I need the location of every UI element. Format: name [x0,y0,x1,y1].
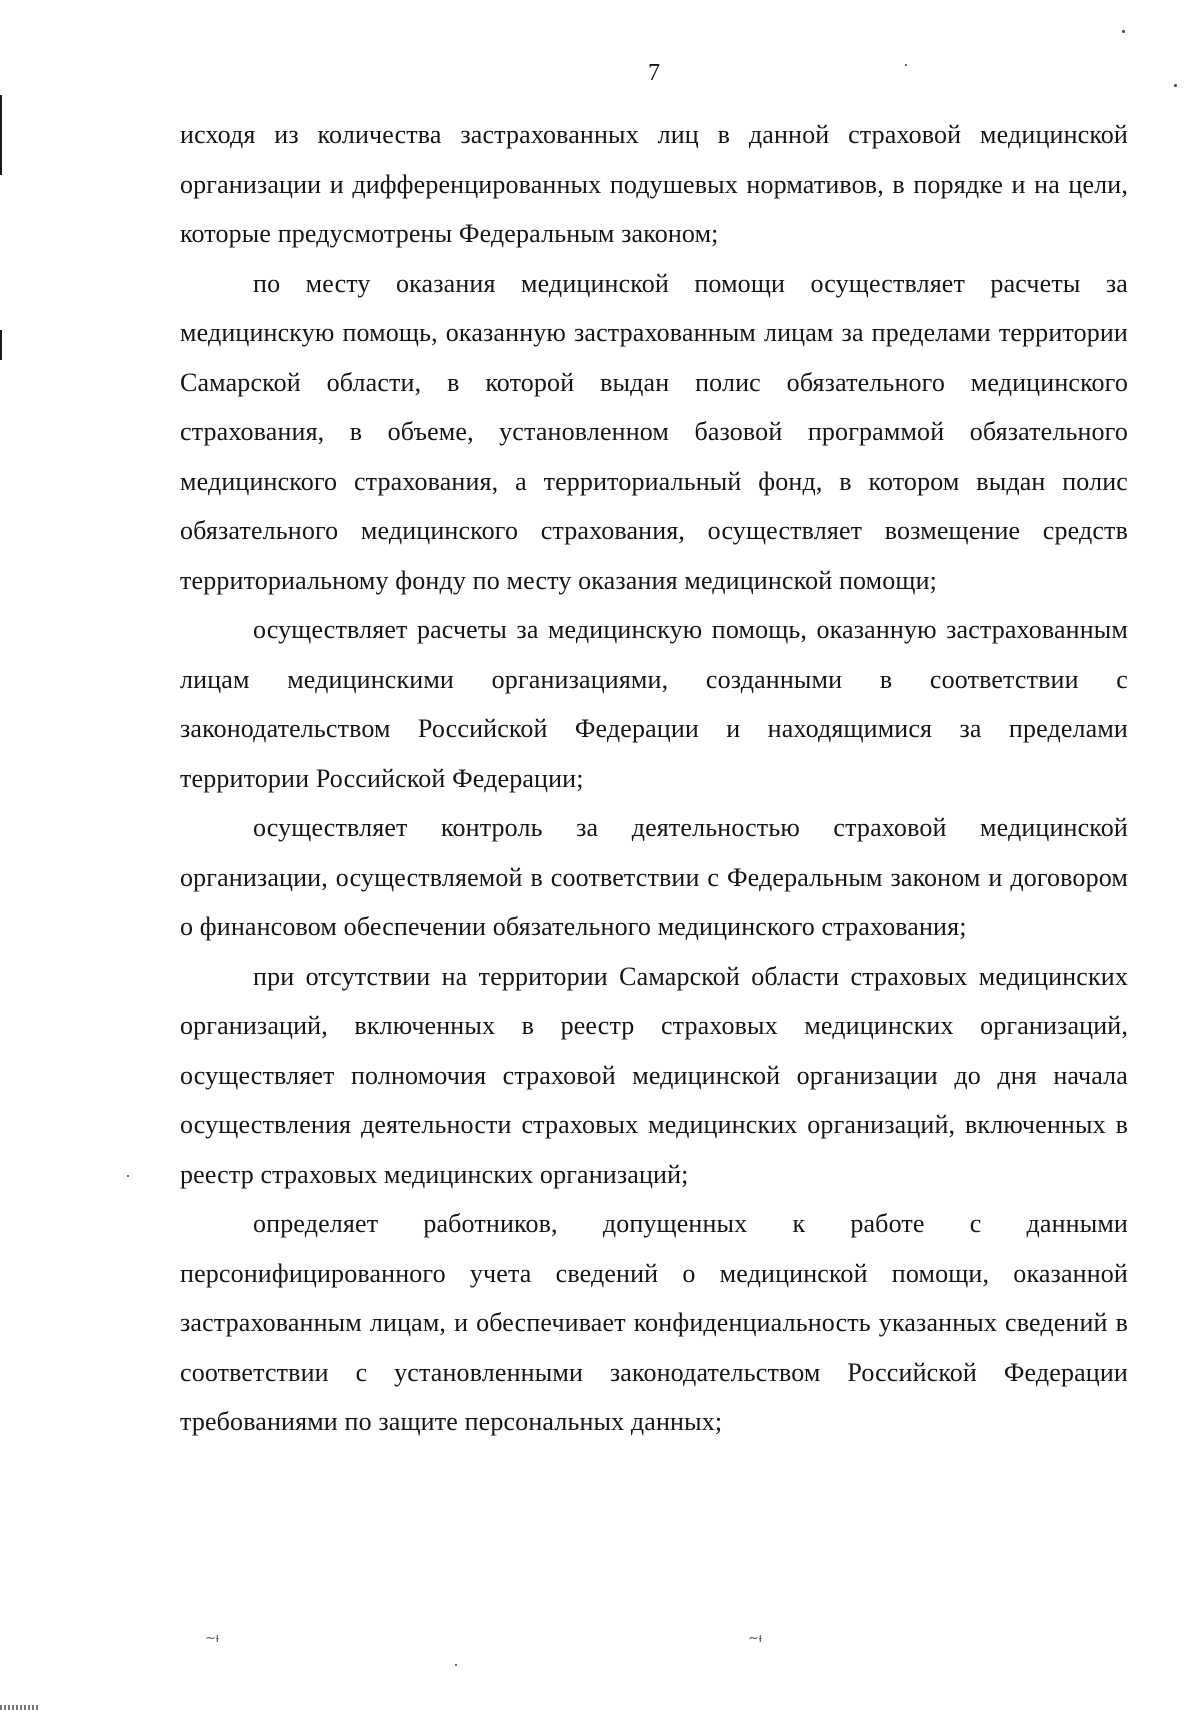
paragraph: по месту оказания медицинской помощи осуществляет расчеты за медицинскую помощь, оказанную застрахованным лицам за пределами территории Самарской области, в которой выдан полис обязательного медицинского страхования, в объеме, установленном базовой программой обязательного медицинского страхования, а территориальный фонд, в котором выдан полис обязательного медицинского страхования, осуществляет возмещение средств территориальному фонду по месту оказания медицинской помощи; [180,268,1128,595]
paragraph: осуществляет расчеты за медицинскую помощь, оказанную застрахованным лицам медицинскими организациями, созданными в соответствии с законодательством Российской Федерации и находящимися за пределами территории Российской Федерации; [180,615,1128,793]
scan-speck [127,1175,129,1177]
paragraph: определяет работников, допущенных к работе с данными персонифицированного учета сведений о медицинской помощи, оказанной застрахованным лицам, и обеспечивает конфиденциальность указанных сведений в соответствии с установленными законодательством Российской Федерации требованиями по защите персональных данных; [180,1209,1128,1436]
page-number: 7 [648,60,660,86]
scan-speck [1122,30,1125,33]
paragraph: исходя из количества застрахованных лиц в данной страховой медицинской организации и дифференцированных подушевых нормативов, в порядке и на цели, которые предусмотрены Федеральным законом; [180,120,1128,248]
footer-mark: ~ᵼ [205,1631,219,1646]
scan-edge-mark [0,95,2,175]
scan-speck [455,1664,457,1666]
footer-mark: ~ᵼ [748,1631,762,1646]
scan-edge-mark [0,330,2,360]
scan-speck [905,64,907,66]
paragraph: при отсутствии на территории Самарской области страховых медицинских организаций, включенных в реестр страховых медицинских организаций, осуществляет полномочия страховой медицинской организации до дня начала осуществления деятельности страховых медицинских организаций, включенных в реестр страховых медицинских организаций; [180,961,1128,1189]
document-body [180,110,1128,1447]
scan-speck [1174,84,1177,87]
paragraph: осуществляет контроль за деятельностью страховой медицинской организации, осуществляемой в соответствии с Федеральным законом и договором о финансовом обеспечении обязательного медицинского страхования; [180,813,1128,941]
scan-edge-mark [0,1705,40,1710]
